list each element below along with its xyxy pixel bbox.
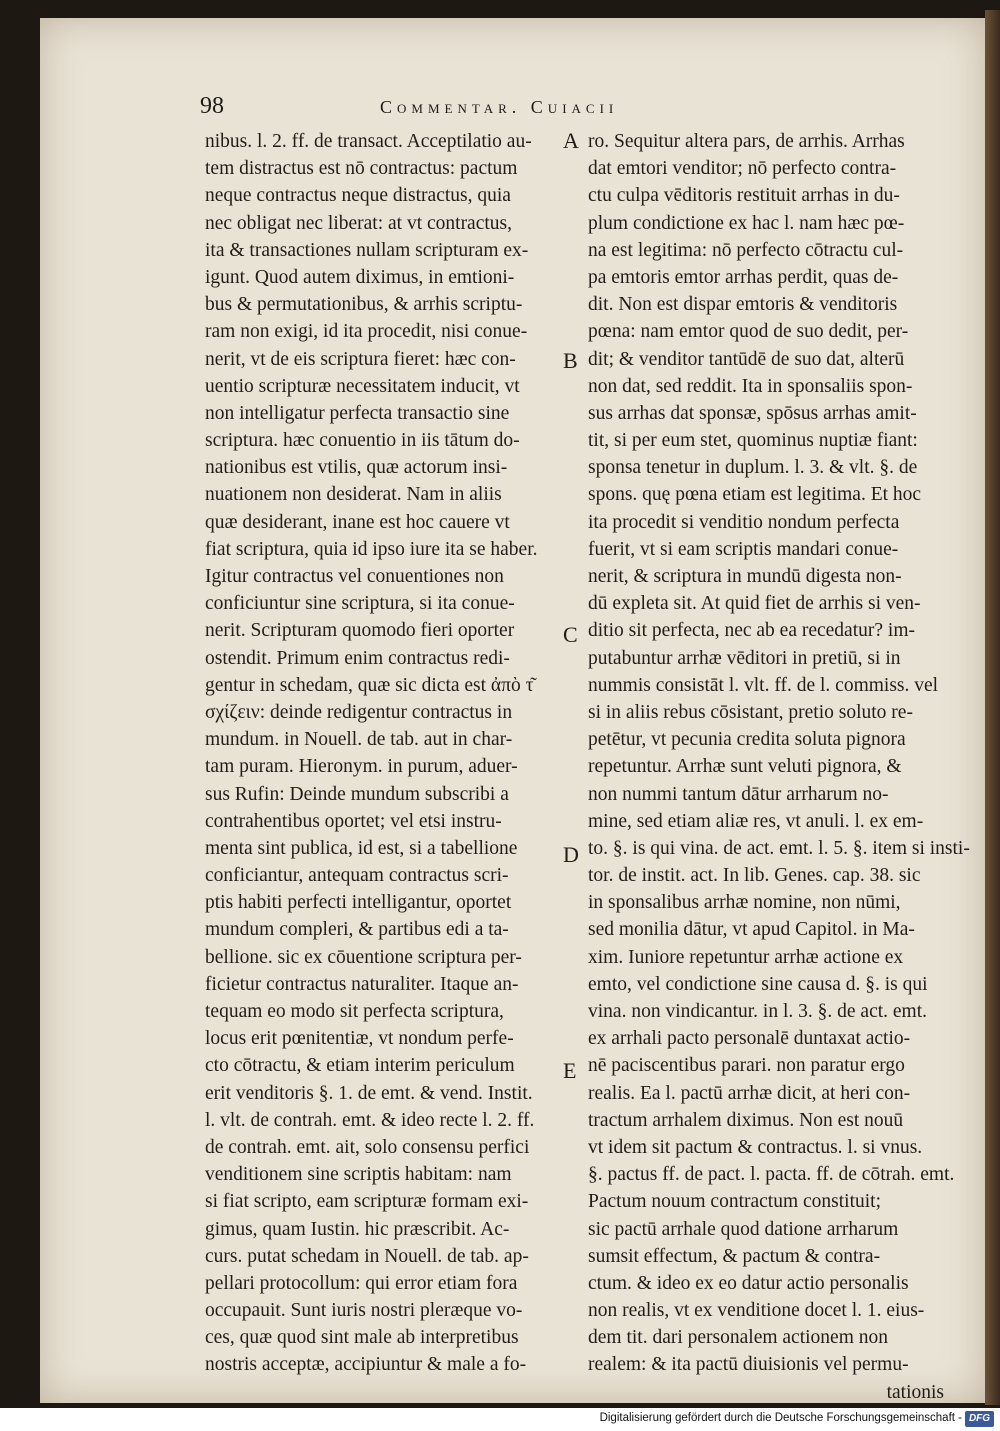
text-line: quæ desiderant, inane est hoc cauere vt	[205, 511, 510, 533]
text-line: scriptura. hæc conuentio in iis tātum do-	[205, 430, 520, 452]
text-line: gentur in schedam, quæ sic dicta est ἀπὸ τ͂	[205, 674, 534, 696]
text-line: Igitur contractus vel conuentiones non	[205, 566, 504, 587]
running-head: Commentar. Cuiacii	[380, 97, 619, 117]
text-line: menta sint publica, id est, si a tabellione	[205, 837, 518, 859]
text-line: ditio sit perfecta, nec ab ea recedatur? im-	[588, 620, 915, 642]
text-line: conficiantur, antequam contractus scri-	[205, 865, 509, 887]
text-line: non realis, vt ex venditione docet l. 1. eius-	[588, 1300, 925, 1322]
text-line: sic pactū arrhale quod datione arrharum	[588, 1218, 899, 1240]
text-line: §. pactus ff. de pact. l. pacta. ff. de cōtrah. emt.	[588, 1164, 955, 1186]
text-line: neque contractus neque distractus, quia	[205, 185, 511, 207]
right-text-column	[588, 128, 970, 1406]
text-line: repetuntur. Arrhæ sunt veluti pignora, &	[588, 756, 902, 778]
text-line: ro. Sequitur altera pars, de arrhis. Arrhas	[588, 131, 905, 152]
text-line: tor. de instit. act. In lib. Genes. cap. 38. sic	[588, 865, 921, 887]
text-line: tem distractus est nō contractus: pactum	[205, 158, 518, 180]
text-line: in sponsalibus arrhæ nomine, non nūmi,	[588, 892, 901, 914]
text-line: ram non exigi, id ita procedit, nisi conue-	[205, 321, 528, 343]
text-line: bus & permutationibus, & arrhis scriptu-	[205, 294, 523, 316]
text-line: contrahentibus oportet; vel etsi instru-	[205, 810, 502, 832]
text-line: pa emtoris emtor arrhas perdit, quas de-	[588, 266, 899, 288]
margin-letter-c: C	[563, 622, 578, 647]
margin-letter-a: A	[563, 128, 579, 153]
text-line: vina. non vindicantur. in l. 3. §. de act. emt.	[588, 1001, 928, 1022]
text-line: dat emtori venditor; nō perfecto contra-	[588, 158, 897, 180]
text-line: fuerit, vt si eam scriptis mandari conue-	[588, 538, 899, 560]
text-line: sus Rufin: Deinde mundum subscribi a	[205, 783, 509, 805]
text-line: sumsit effectum, & pactum & contra-	[588, 1245, 881, 1267]
text-line: de contrah. emt. ait, solo consensu perfici	[205, 1136, 530, 1158]
text-line: dit; & venditor tantūdē de suo dat, alterū	[588, 348, 905, 370]
text-line: realis. Ea l. pactū arrhæ dicit, at heri con-	[588, 1082, 911, 1104]
text-line: sus arrhas dat sponsæ, spōsus arrhas amit-	[588, 402, 917, 424]
text-line: petētur, vt pecunia credita soluta pignora	[588, 729, 906, 751]
text-line: nē paciscentibus parari. non paratur ergo	[588, 1055, 905, 1077]
margin-letter-b: B	[563, 348, 578, 373]
text-line: occupauit. Sunt iuris nostri pleræque vo-	[205, 1300, 523, 1322]
text-line: realem: & ita pactū diuisionis vel permu-	[588, 1354, 909, 1376]
text-line: ctu culpa vēditoris restituit arrhas in du-	[588, 185, 900, 207]
page-number: 98	[200, 93, 224, 119]
text-line: tractum arrhalem diximus. Non est nouū	[588, 1109, 904, 1131]
text-line: ita & transactiones nullam scripturam ex-	[205, 239, 529, 261]
left-text-column	[205, 128, 560, 1379]
text-line: non nummi tantum dātur arrharum no-	[588, 783, 889, 805]
footer-credit: Digitalisierung gefördert durch die Deutsche Forschungsgemeinschaft -	[599, 1412, 962, 1424]
text-line: si in aliis rebus cōsistant, pretio soluto re-	[588, 701, 913, 723]
margin-letter-e: E	[563, 1058, 577, 1083]
text-line: venditionem sine scriptis habitam: nam	[205, 1164, 512, 1186]
text-line: si fiat scripto, eam scripturæ formam exi-	[205, 1191, 529, 1213]
text-line: nostris acceptæ, accipiuntur & male a fo-	[205, 1354, 527, 1376]
text-line: nuationem non desiderat. Nam in aliis	[205, 484, 502, 506]
text-line: nerit, vt de eis scriptura fieret: hæc con-	[205, 348, 516, 370]
text-line: tationis	[886, 1381, 944, 1403]
text-line: to. §. is qui vina. de act. emt. l. 5. §. item si insti-	[588, 837, 970, 859]
text-line: gimus, quam Iustin. hic præscribit. Ac-	[205, 1218, 510, 1240]
text-line: sed monilia dātur, vt apud Capitol. in Ma-	[588, 919, 915, 941]
text-line: conficiuntur sine scriptura, si ita conue-	[205, 593, 515, 615]
text-line: bellione. sic ex cōuentione scriptura per-	[205, 946, 522, 968]
text-line: na est legitima: nō perfecto cōtractu cul-	[588, 239, 904, 261]
text-line: tam puram. Hieronym. in purum, aduer-	[205, 756, 518, 778]
digitization-footer	[0, 1408, 1000, 1431]
text-line: non dat, sed reddit. Ita in sponsaliis spon-	[588, 375, 913, 397]
text-line: ces, quæ quod sint male ab interpretibus	[205, 1327, 519, 1349]
text-line: Pactum nouum contractum constituit;	[588, 1191, 881, 1213]
text-line: tit, si per eum stet, quominus nuptiæ fiant:	[588, 430, 918, 452]
text-line: nationibus est vtilis, quæ actorum insi-	[205, 457, 508, 479]
text-line: σχίζειν: deinde redigentur contractus in	[205, 701, 513, 723]
text-line: ex arrhali pacto personalē duntaxat actio-	[588, 1028, 911, 1050]
text-line: dem tit. dari personalem actionem non	[588, 1327, 888, 1349]
text-line: plum condictione ex hac l. nam hæc pœ-	[588, 212, 905, 234]
text-line: non intelligatur perfecta transactio sine	[205, 402, 510, 424]
text-line: spons. quę pœna etiam est legitima. Et hoc	[588, 484, 922, 506]
text-line: nec obligat nec liberat: at vt contractus,	[205, 212, 513, 234]
text-line: curs. putat schedam in Nouell. de tab. ap-	[205, 1245, 529, 1267]
text-line: mine, sed etiam aliæ res, vt anuli. l. ex em-	[588, 810, 924, 832]
text-line: sponsa tenetur in duplum. l. 3. & vlt. §. de	[588, 457, 918, 479]
text-line: emto, vel condictione sine causa d. §. is qui	[588, 973, 928, 995]
dfg-logo-icon: DFG	[965, 1411, 994, 1427]
text-line: l. vlt. de contrah. emt. & ideo recte l. 2. ff.	[205, 1109, 535, 1131]
text-line: nerit, & scriptura in mundū digesta non-	[588, 566, 902, 587]
text-line: tequam eo modo sit perfecta scriptura,	[205, 1001, 504, 1022]
text-line: dū expleta sit. At quid fiet de arrhis si ven-	[588, 593, 921, 615]
text-line: ficietur contractus naturaliter. Itaque an-	[205, 973, 519, 995]
text-line: putabuntur arrhæ vēditori in pretiū, si in	[588, 647, 901, 669]
page-header	[200, 95, 760, 123]
text-line: nummis consistāt l. vlt. ff. de l. commiss. vel	[588, 674, 939, 696]
margin-letter-d: D	[563, 842, 579, 867]
text-line: ptis habiti perfecti intelligantur, oportet	[205, 892, 512, 914]
text-line: pœna: nam emtor quod de suo dedit, per-	[588, 321, 909, 343]
text-line: ostendit. Primum enim contractus redi-	[205, 647, 510, 669]
text-line: locus erit pœnitentiæ, vt nondum perfe-	[205, 1028, 514, 1050]
text-line: mundum compleri, & partibus edi a ta-	[205, 919, 509, 941]
text-line: igunt. Quod autem diximus, in emtioni-	[205, 266, 515, 288]
text-line: nerit. Scripturam quomodo fieri oporter	[205, 620, 515, 642]
text-line: pellari protocollum: qui error etiam fora	[205, 1272, 518, 1294]
text-line: ctum. & ideo ex eo datur actio personalis	[588, 1272, 909, 1294]
text-line: dit. Non est dispar emtoris & venditoris	[588, 294, 898, 316]
text-line: xim. Iuniore repetuntur arrhæ actione ex	[588, 946, 904, 968]
text-line: uentio scripturæ necessitatem inducit, vt	[205, 375, 520, 397]
text-line: mundum. in Nouell. de tab. aut in char-	[205, 729, 513, 751]
text-line: fiat scriptura, quia id ipso iure ita se haber.	[205, 538, 538, 560]
book-edge	[985, 10, 1000, 1405]
text-line: erit venditoris §. 1. de emt. & vend. Instit.	[205, 1082, 533, 1104]
text-line: vt idem sit pactum & contractus. l. si vnus.	[588, 1136, 923, 1158]
text-line: ita procedit si venditio nondum perfecta	[588, 511, 900, 533]
text-line: nibus. l. 2. ff. de transact. Acceptilatio au-	[205, 131, 532, 152]
text-line: cto cōtractu, & etiam interim periculum	[205, 1055, 515, 1077]
